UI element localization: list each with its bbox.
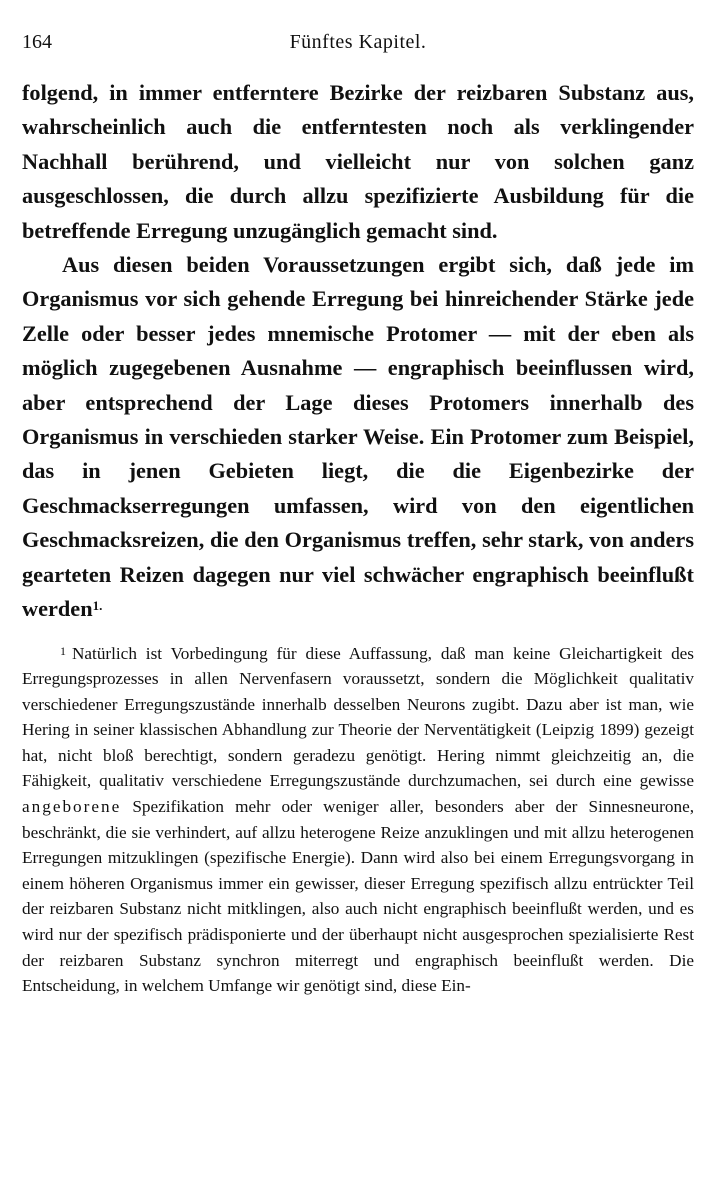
paragraph-2-text: Aus diesen beiden Voraussetzungen ergibt sich, daß jede im Organismus vor sich gehende Erregung bei hinreichender Stärke jede Zelle oder besser jedes mnemische Protomer — mit der eben als möglich zugegebenen Ausnahme — engraphisch beeinflussen wird, aber entsprechend der Lage dieses Protomers innerhalb des Organismus in verschieden starker Weise. Ein Protomer zum Beispiel, das in jenen Gebieten liegt, die die Eigenbezirke der Geschmackserregungen umfassen, wird von den eigentlichen Geschmacksreizen, die den Organismus treffen, sehr stark, von anders gearteten Reizen dagegen nur viel schwächer engraphisch beeinflußt werden [22, 252, 694, 622]
footnote-text-2: Spezifikation mehr oder weniger aller, besonders aber der Sinnesneurone, beschränkt, die sie verhindert, auf allzu heterogene Reize anzuklingen und mit allzu heterogenen Erregungen mitzuklingen (spezifische Energie). Dann wird also bei einem Erregungsvorgang in einem höheren Organismus immer ein gewisser, dieser Erregung spezifisch allzu entrückter Teil der reizbaren Substanz nicht mitklingen, also auch nicht engraphisch beeinflußt werden, und es wird nur der spezifisch prädisponierte und der überhaupt nicht ausgesprochen spezialisierte Rest der reizbaren Substanz synchron miterregt und engraphisch beeinflußt werden. Die Entscheidung, in welchem Umfange wir genötigt sind, diese Ein- [22, 797, 695, 996]
footnote [22, 641, 694, 999]
book-page [22, 28, 694, 999]
footnote-text-1: Natürlich ist Vorbedingung für diese Auffassung, daß man keine Gleichartigkeit des Erregungsprozesses in allen Nervenfasern voraussetzt, sondern die Möglichkeit qualitativ verschiedener Erregungszustände innerhalb desselben Neurons zugibt. Dazu aber ist man, wie Hering in seiner klassischen Abhandlung zur Theorie der Nerventätigkeit (Leipzig 1899) gezeigt hat, nicht bloß berechtigt, sondern geradezu genötigt. Hering nimmt gleichzeitig an, die Fähigkeit, qualitativ verschiedene Erregungszustände durchzumachen, sei durch eine gewisse [22, 643, 694, 791]
page-number: 164 [22, 31, 52, 53]
page-header [22, 28, 694, 76]
paragraph-1: folgend, in immer entferntere Bezirke der reizbaren Substanz aus, wahrscheinlich auch die entferntesten noch als verklingender Nachhall berührend, und vielleicht nur von solchen ganz ausgeschlossen, die durch allzu spezifizierte Ausbildung für die betreffende Erregung unzugänglich gemacht sind. [22, 80, 694, 243]
footnote-mark: 1 [60, 643, 66, 658]
footnote-spaced-word: angeborene [22, 797, 122, 817]
footnote-reference[interactable]: 1. [92, 598, 103, 614]
paragraph-2 [22, 248, 694, 626]
running-title: Fünftes Kapitel. [289, 31, 427, 53]
main-text [22, 76, 694, 627]
